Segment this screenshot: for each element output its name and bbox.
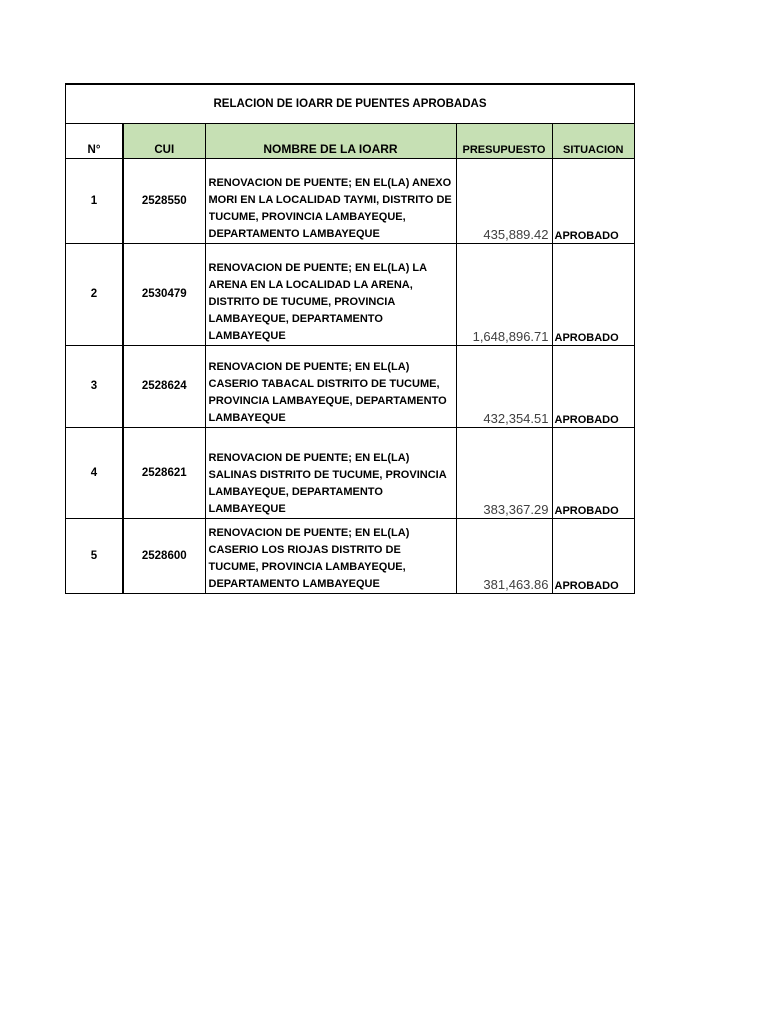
header-n: N°	[66, 124, 123, 158]
row-nombre: RENOVACION DE PUENTE; EN EL(LA) CASERIO TABACAL DISTRITO DE TUCUME, PROVINCIA LAMBAYEQUE, DEPARTAMENTO LAMBAYEQUE	[205, 345, 456, 427]
header-presupuesto: PRESUPUESTO	[456, 124, 552, 158]
table-row	[66, 158, 634, 243]
row-nombre-text: RENOVACION DE PUENTE; EN EL(LA) ANEXO MORI EN LA LOCALIDAD TAYMI, DISTRITO DE TUCUME, PROVINCIA LAMBAYEQUE, DEPARTAMENTO LAMBAYEQUE	[208, 176, 452, 240]
header-situacion: SITUACION	[552, 124, 634, 158]
row-number: 4	[66, 427, 123, 518]
row-presupuesto: 1,648,896.71	[456, 243, 552, 345]
row-cui: 2528600	[123, 518, 205, 593]
row-presupuesto: 383,367.29	[456, 427, 552, 518]
row-situacion: APROBADO	[552, 427, 634, 518]
row-nombre: RENOVACION DE PUENTE; EN EL(LA) SALINAS DISTRITO DE TUCUME, PROVINCIA LAMBAYEQUE, DEPARTAMENTO LAMBAYEQUE	[205, 427, 456, 518]
row-presupuesto: 435,889.42	[456, 158, 552, 243]
row-cui: 2528624	[123, 345, 205, 427]
row-nombre: RENOVACION DE PUENTE; EN EL(LA) LA ARENA EN LA LOCALIDAD LA ARENA, DISTRITO DE TUCUME, PROVINCIA LAMBAYEQUE, DEPARTAMENTO LAMBAYEQUE	[205, 243, 456, 345]
row-situacion: APROBADO	[552, 345, 634, 427]
table-row	[66, 243, 634, 345]
table-title: RELACION DE IOARR DE PUENTES APROBADAS	[66, 85, 634, 124]
row-presupuesto: 432,354.51	[456, 345, 552, 427]
row-situacion: APROBADO	[552, 243, 634, 345]
row-nombre	[205, 158, 456, 243]
row-number: 1	[66, 158, 123, 243]
spreadsheet-table-container	[65, 83, 635, 594]
header-row	[66, 124, 634, 158]
row-cui: 2530479	[123, 243, 205, 345]
row-situacion: APROBADO	[552, 158, 634, 243]
row-number: 3	[66, 345, 123, 427]
table-row	[66, 427, 634, 518]
ioarr-table	[66, 124, 634, 593]
table-row	[66, 518, 634, 593]
header-nombre: NOMBRE DE LA IOARR	[205, 124, 456, 158]
row-number: 5	[66, 518, 123, 593]
header-cui: CUI	[123, 124, 205, 158]
table-row	[66, 345, 634, 427]
row-nombre: RENOVACION DE PUENTE; EN EL(LA) CASERIO LOS RIOJAS DISTRITO DE TUCUME, PROVINCIA LAMBAYEQUE, DEPARTAMENTO LAMBAYEQUE	[205, 518, 456, 593]
row-cui: 2528621	[123, 427, 205, 518]
row-number: 2	[66, 243, 123, 345]
row-presupuesto: 381,463.86	[456, 518, 552, 593]
row-situacion: APROBADO	[554, 580, 619, 592]
row-cui: 2528550	[123, 158, 205, 243]
